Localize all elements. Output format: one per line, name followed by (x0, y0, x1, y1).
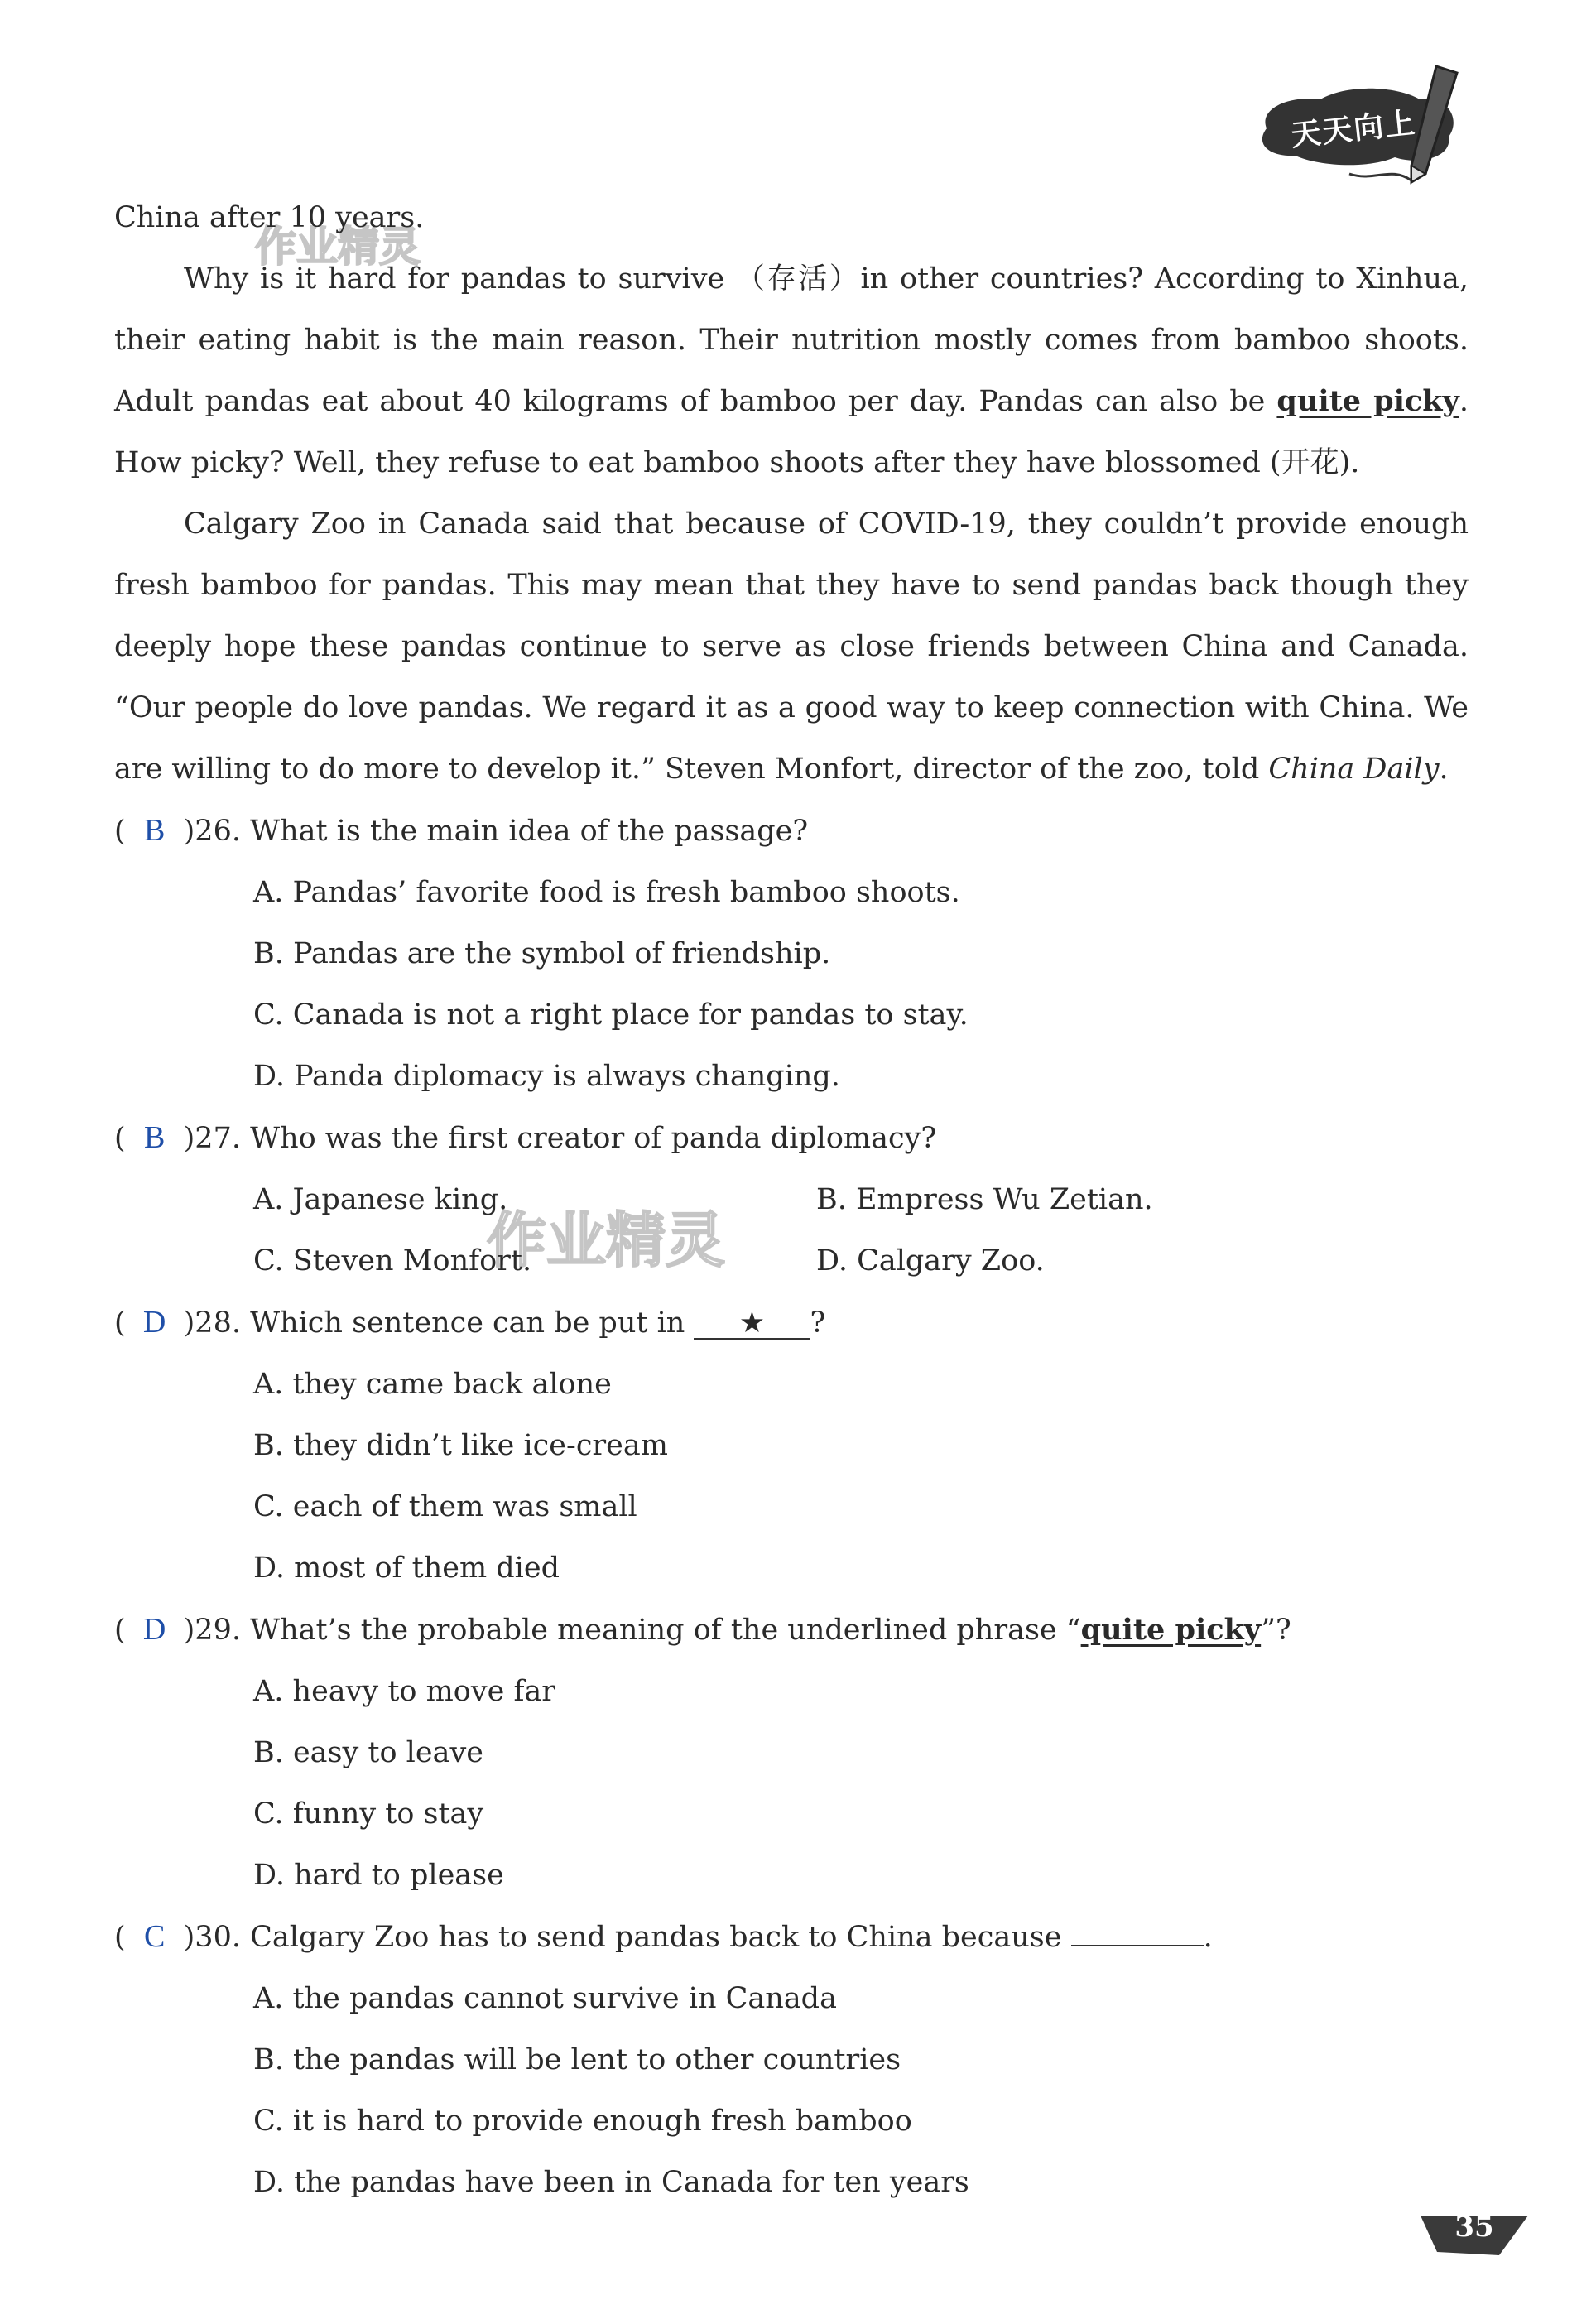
underlined-phrase: quite picky (1080, 1613, 1262, 1647)
option-row (114, 1169, 1469, 1230)
answer-30: C (143, 1919, 166, 1954)
question-26 (114, 800, 1469, 862)
question-text: ”? (1261, 1614, 1291, 1647)
text-run: Calgary Zoo in Canada said that because of COVID-19, they couldn’t provide enough fresh bamboo for pandas. This may mean that they have to send pandas back though they deeply hope these pandas continue to serve as close friends between China and Canada. “Our people do love pandas. We regard it as a good way to keep connection with China. We are willing to do more to develop it.” Steven Monfort, director of the zoo, told (114, 508, 1469, 786)
answer-27: B (143, 1120, 166, 1155)
option: C. funny to stay (253, 1797, 484, 1831)
option: B. they didn’t like ice-cream (253, 1429, 668, 1462)
option-row (114, 1230, 1469, 1292)
watermark: 作业精灵 (487, 1205, 726, 1275)
question-text: . (1203, 1921, 1213, 1954)
option: A. the pandas cannot survive in Canada (253, 1982, 837, 2015)
option: D. hard to please (253, 1859, 504, 1892)
document-content (114, 187, 1469, 2213)
question-text: )29. What’s the probable meaning of the underlined phrase “ (183, 1614, 1081, 1647)
option: D. Panda diplomacy is always changing. (253, 1060, 840, 1093)
answer-29: D (142, 1612, 166, 1647)
paren: ( (114, 1122, 126, 1155)
passage-paragraph (114, 493, 1469, 800)
watermark: 作业精灵 (255, 223, 421, 271)
paren: ( (114, 815, 126, 848)
question-text: )30. Calgary Zoo has to send pandas back to China because (183, 1921, 1071, 1954)
option: B. easy to leave (253, 1736, 483, 1769)
passage-line: China after 10 years. (114, 201, 425, 234)
option: B. Pandas are the symbol of friendship. (253, 937, 831, 970)
question-30 (114, 1906, 1469, 1968)
option: D. most of them died (253, 1552, 560, 1585)
text-run: . (1439, 753, 1449, 786)
paren: ( (114, 1614, 126, 1647)
option: A. they came back alone (253, 1368, 612, 1401)
option: A. Japanese king. (253, 1183, 508, 1216)
question-text: ? (810, 1306, 826, 1340)
question-27 (114, 1107, 1469, 1169)
text-run: . How picky? Well, they refuse to eat bamboo shoots after they have blossomed (开花). (114, 385, 1469, 479)
answer-26: B (143, 813, 166, 848)
option: C. Canada is not a right place for pandas to stay. (253, 998, 969, 1032)
paren: ( (114, 1306, 126, 1340)
option: C. Steven Monfort. (253, 1244, 532, 1278)
newspaper-title: China Daily (1268, 753, 1440, 786)
answer-blank (1071, 1908, 1204, 1946)
underlined-phrase: quite picky (1276, 384, 1459, 418)
answer-28: D (142, 1305, 166, 1340)
page-number: 35 (1454, 2211, 1494, 2244)
option: B. Empress Wu Zetian. (816, 1183, 1153, 1216)
passage-paragraph (114, 248, 1469, 493)
question-text: )27. Who was the first creator of panda diplomacy? (183, 1122, 937, 1155)
option: A. heavy to move far (253, 1675, 556, 1708)
option: C. each of them was small (253, 1490, 637, 1523)
logo-text: 天天向上 (1289, 106, 1419, 153)
paren: ( (114, 1921, 126, 1954)
option: C. it is hard to provide enough fresh bamboo (253, 2105, 912, 2138)
option: B. the pandas will be lent to other countries (253, 2043, 901, 2076)
option: D. the pandas have been in Canada for ten years (253, 2166, 969, 2199)
text-run: Why is it hard for pandas to survive （存活）in other countries? According to Xinhua, their eating habit is the main reason. Their nutrition mostly comes from bamboo shoots. Adult pandas eat about 40 kilograms of bamboo per day. Pandas can also be (114, 262, 1469, 418)
star-blank: ★ (694, 1302, 810, 1340)
option: A. Pandas’ favorite food is fresh bamboo shoots. (253, 876, 960, 909)
question-29 (114, 1599, 1469, 1661)
question-text: )28. Which sentence can be put in (183, 1306, 695, 1340)
question-28 (114, 1292, 1469, 1354)
question-text: )26. What is the main idea of the passage? (183, 815, 809, 848)
option: D. Calgary Zoo. (816, 1244, 1045, 1278)
